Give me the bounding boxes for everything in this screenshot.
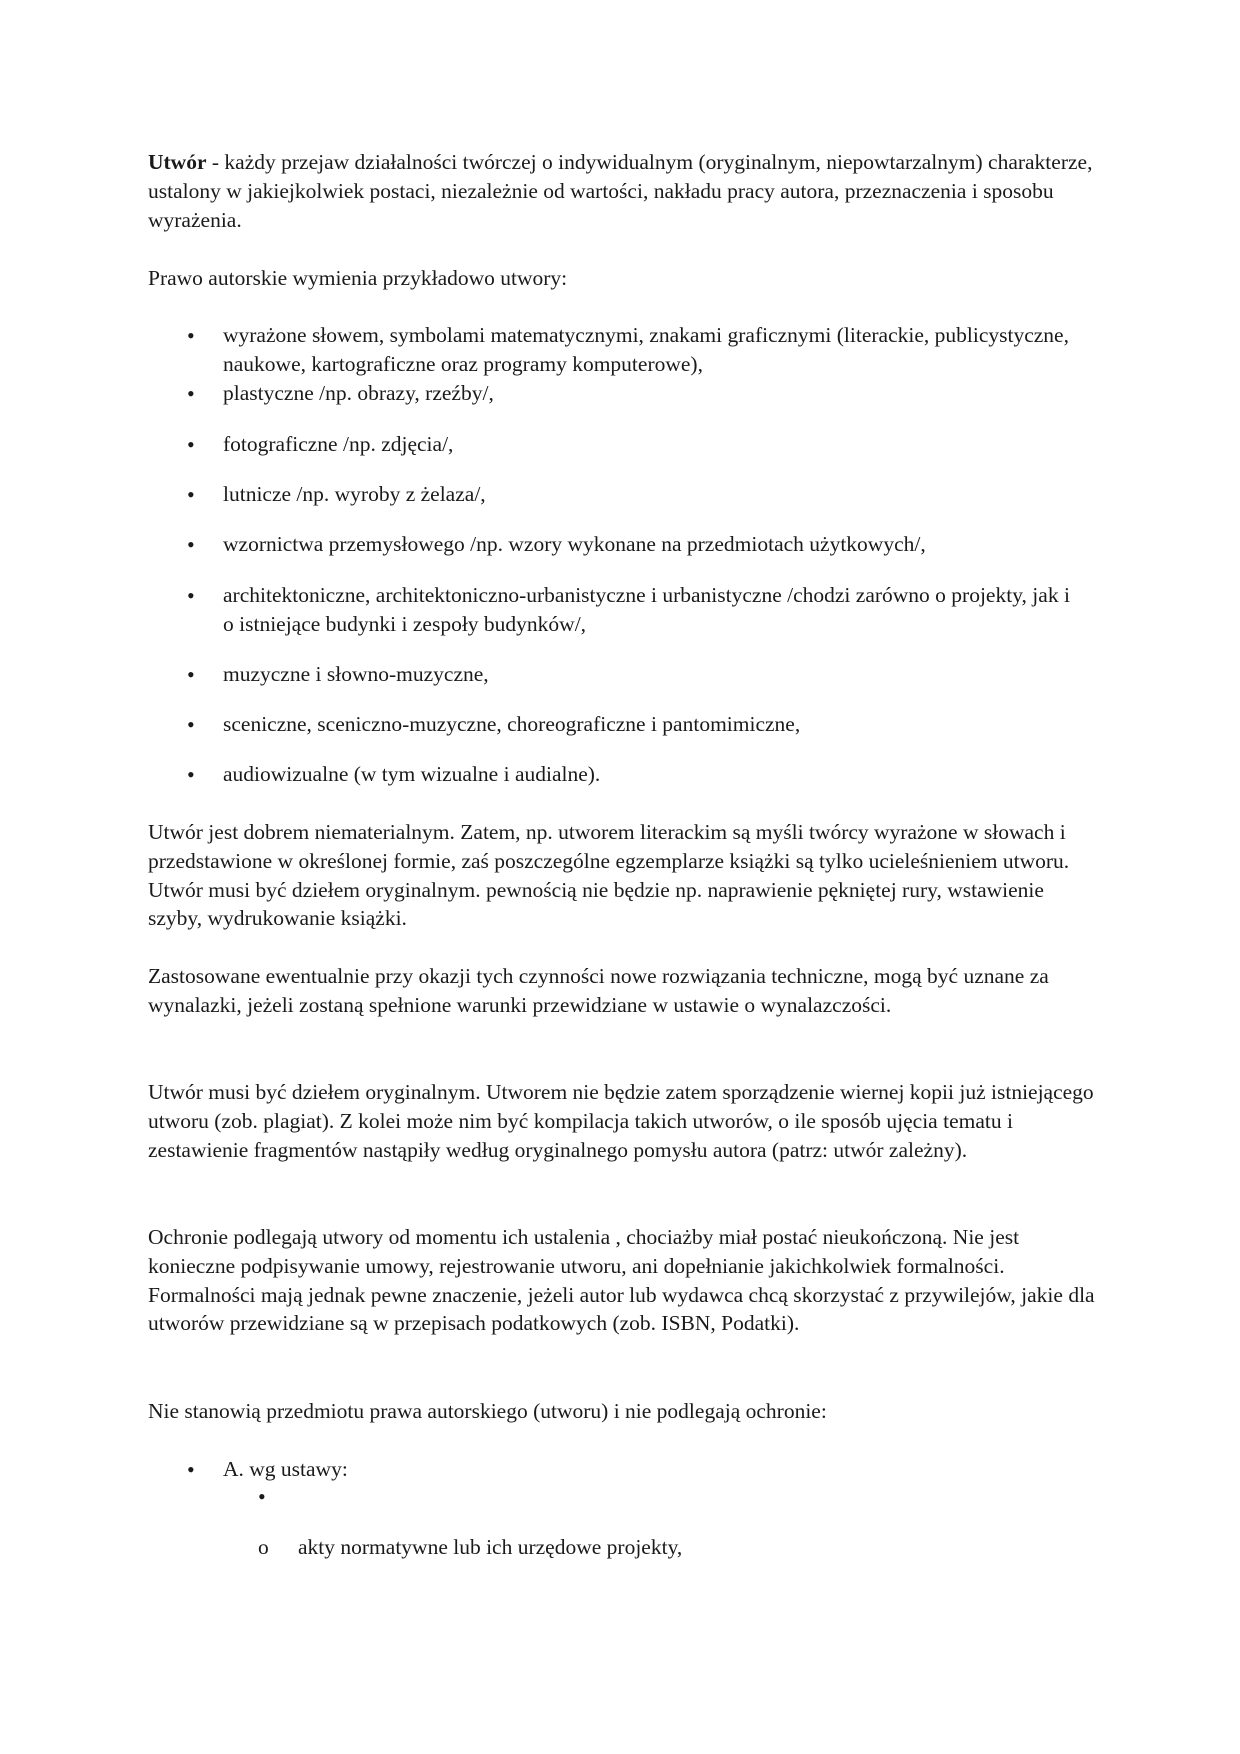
body-paragraph: Ochronie podlegają utwory od momentu ich ustalenia , chociażby miał postać nieukończoną. Nie jest konieczne podpisywanie umowy, rejestrowanie utworu, ani dopełnianie jakichkolwiek formalności. Formalności mają jednak pewne znaczenie, jeżeli autor lub wydawca chcą skorzystać z przywilejów, jakie dla utworów przewidziane są w przepisach podatkowych (zob. ISBN, Podatki).	[148, 1225, 1095, 1336]
bullet-icon: •	[187, 532, 195, 557]
bullet-icon: •	[187, 712, 195, 737]
body-paragraph: Utwór musi być dziełem oryginalnym. Utworem nie będzie zatem sporządzenie wiernej kopii już istniejącego utworu (zob. plagiat). Z kolei może nim być kompilacja takich utworów, o ile sposób ujęcia tematu i zestawienie fragmentów nastąpiły według oryginalnego pomysłu autora (patrz: utwór zależny).	[148, 1080, 1094, 1162]
body-paragraph: Zastosowane ewentualnie przy okazji tych czynności nowe rozwiązania techniczne, mogą być uznane za wynalazki, jeżeli zostaną spełnione warunki przewidziane w ustawie o wynalazczości.	[148, 964, 1049, 1017]
intro-paragraph	[148, 148, 1098, 234]
bullet-icon: •	[187, 583, 195, 608]
body-paragraph: Utwór jest dobrem niematerialnym. Zatem, np. utworem literackim są myśli twórcy wyrażone w słowach i przedstawione w określonej formie, zaś poszczególne egzemplarze książki są tylko ucieleśnieniem utworu. Utwór musi być dziełem oryginalnym. pewnością nie będzie np. naprawienie pękniętej rury, wstawienie szyby, wydrukowanie książki.	[148, 820, 1070, 931]
bullet-icon: •	[258, 1484, 266, 1509]
intro-definition: - każdy przejaw działalności twórczej o indywidualnym (oryginalnym, niepowtarzalnym) charakterze, ustalony w jakiejkolwiek postaci, niezależnie od wartości, nakładu pracy autora, przeznaczenia i sposobu wyrażenia.	[148, 150, 1093, 232]
bullet-icon: •	[187, 662, 195, 687]
list-item-text: wzornictwa przemysłowego /np. wzory wykonane na przedmiotach użytkowych/,	[223, 532, 926, 556]
list-item-text: architektoniczne, architektoniczno-urbanistyczne i urbanistyczne /chodzi zarówno o projekty, jak i o istniejące budynki i zespoły budynków/,	[223, 583, 1070, 636]
list-item-text: plastyczne /np. obrazy, rzeźby/,	[223, 381, 494, 405]
bullet-icon: •	[187, 482, 195, 507]
body-paragraph: Nie stanowią przedmiotu prawa autorskiego (utworu) i nie podlegają ochronie:	[148, 1399, 827, 1423]
sub-list-item-text: akty normatywne lub ich urzędowe projekty,	[298, 1535, 683, 1559]
list-item-text: A. wg ustawy:	[223, 1457, 348, 1481]
bullet-icon: •	[187, 762, 195, 787]
bullet-icon: •	[187, 323, 195, 348]
bullet-icon: •	[187, 381, 195, 406]
intro-term: Utwór	[148, 150, 207, 174]
list-item-text: wyrażone słowem, symbolami matematycznymi, znakami graficznymi (literackie, publicystyczne, naukowe, kartograficzne oraz programy komputerowe),	[223, 323, 1069, 376]
list-item-text: lutnicze /np. wyroby z żelaza/,	[223, 482, 486, 506]
sub-bullet-icon: o	[258, 1535, 269, 1559]
list-item-text: fotograficzne /np. zdjęcia/,	[223, 432, 454, 456]
list-item-text: muzyczne i słowno-muzyczne,	[223, 662, 489, 686]
examples-heading: Prawo autorskie wymienia przykładowo utwory:	[148, 266, 568, 290]
list-item-text: sceniczne, sceniczno-muzyczne, choreograficzne i pantomimiczne,	[223, 712, 801, 736]
bullet-icon: •	[187, 1457, 195, 1482]
bullet-icon: •	[187, 432, 195, 457]
list-item-text: audiowizualne (w tym wizualne i audialne).	[223, 762, 601, 786]
